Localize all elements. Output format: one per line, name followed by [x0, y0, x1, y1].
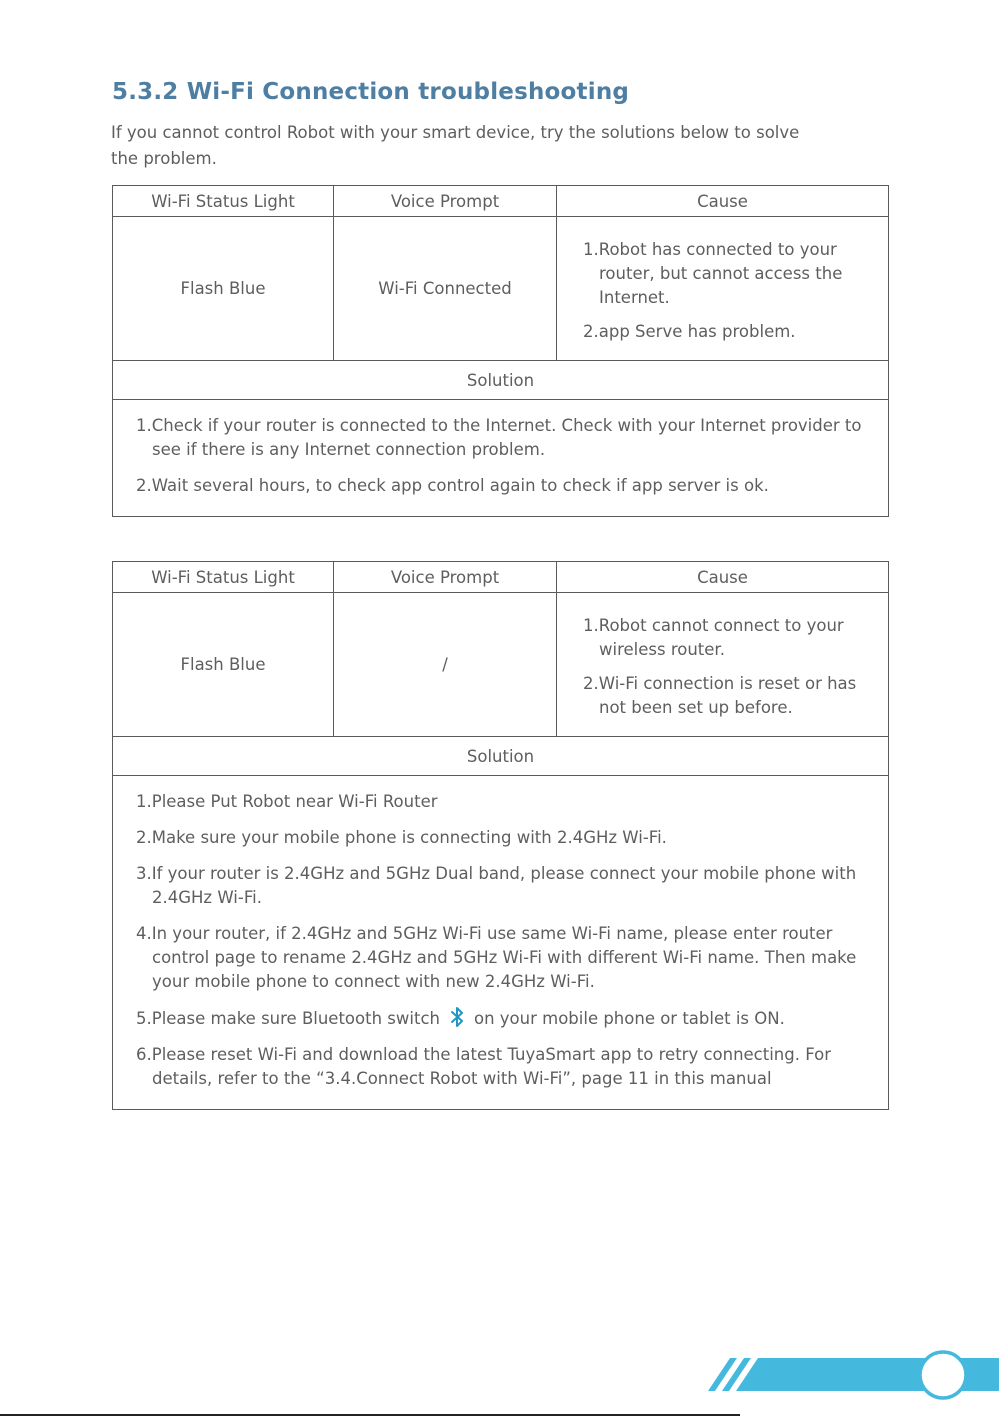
solution-5-text-before: 5.Please make sure Bluetooth switch [136, 1009, 440, 1028]
intro-line-1: If you cannot control Robot with your smart device, try the solutions below to solve [111, 123, 800, 142]
header-cause: Cause [557, 562, 889, 593]
solution-cell [113, 776, 889, 1110]
table-header-row [113, 186, 889, 217]
solution-item: 3.If your router is 2.4GHz and 5GHz Dual band, please connect your mobile phone with 2.4GHz Wi-Fi. [136, 864, 857, 907]
solution-header-row [113, 737, 889, 776]
table-row [113, 217, 889, 361]
cause-item: 2.Wi-Fi connection is reset or has not been set up before. [583, 674, 857, 717]
cause-item: 1.Robot has connected to your router, but cannot access the Internet. [583, 240, 843, 307]
solution-row [113, 400, 889, 517]
troubleshooting-table-2 [112, 561, 889, 1110]
solution-item: 6.Please reset Wi-Fi and download the latest TuyaSmart app to retry connecting. For details, refer to the “3.4.Connect Robot with Wi-Fi”, page 11 in this manual [136, 1045, 832, 1088]
solution-item: 1.Please Put Robot near Wi-Fi Router [136, 792, 438, 811]
solution-label: Solution [113, 361, 889, 400]
intro-paragraph [111, 120, 831, 172]
solution-list [113, 400, 888, 516]
bluetooth-icon [444, 1006, 470, 1028]
solution-label: Solution [113, 737, 889, 776]
solution-item: 4.In your router, if 2.4GHz and 5GHz Wi-Fi use same Wi-Fi name, please enter router control page to rename 2.4GHz and 5GHz Wi-Fi with different Wi-Fi name. Then make your mobile phone to connect with new 2.4GHz Wi-Fi. [136, 924, 857, 991]
page-number-circle [917, 1349, 969, 1401]
header-cause: Cause [557, 186, 889, 217]
table-row [113, 593, 889, 737]
table-header-row [113, 562, 889, 593]
footer-rule [0, 1414, 740, 1416]
status-light-cell: Flash Blue [113, 217, 334, 361]
solution-item: 2.Make sure your mobile phone is connecting with 2.4GHz Wi-Fi. [136, 828, 667, 847]
cause-list [557, 238, 888, 344]
solution-item: 2.Wait several hours, to check app control again to check if app server is ok. [136, 476, 769, 495]
intro-line-2: the problem. [111, 149, 217, 168]
cause-list [557, 614, 888, 720]
header-status-light: Wi-Fi Status Light [113, 562, 334, 593]
solution-row [113, 776, 889, 1110]
header-status-light: Wi-Fi Status Light [113, 186, 334, 217]
cause-item: 2.app Serve has problem. [583, 322, 796, 341]
solution-item [136, 1006, 876, 1031]
solution-cell [113, 400, 889, 517]
header-voice-prompt: Voice Prompt [334, 562, 557, 593]
cause-cell [557, 593, 889, 737]
cause-cell [557, 217, 889, 361]
troubleshooting-table-1 [112, 185, 889, 517]
voice-prompt-cell: / [334, 593, 557, 737]
solution-list [113, 776, 888, 1109]
section-title: 5.3.2 Wi-Fi Connection troubleshooting [112, 79, 630, 105]
solution-header-row [113, 361, 889, 400]
status-light-cell: Flash Blue [113, 593, 334, 737]
cause-item: 1.Robot cannot connect to your wireless router. [583, 616, 844, 659]
header-voice-prompt: Voice Prompt [334, 186, 557, 217]
solution-item: 1.Check if your router is connected to the Internet. Check with your Internet provider to see if there is any Internet connection problem. [136, 416, 862, 459]
solution-5-text-after: on your mobile phone or tablet is ON. [473, 1009, 785, 1028]
voice-prompt-cell: Wi-Fi Connected [334, 217, 557, 361]
